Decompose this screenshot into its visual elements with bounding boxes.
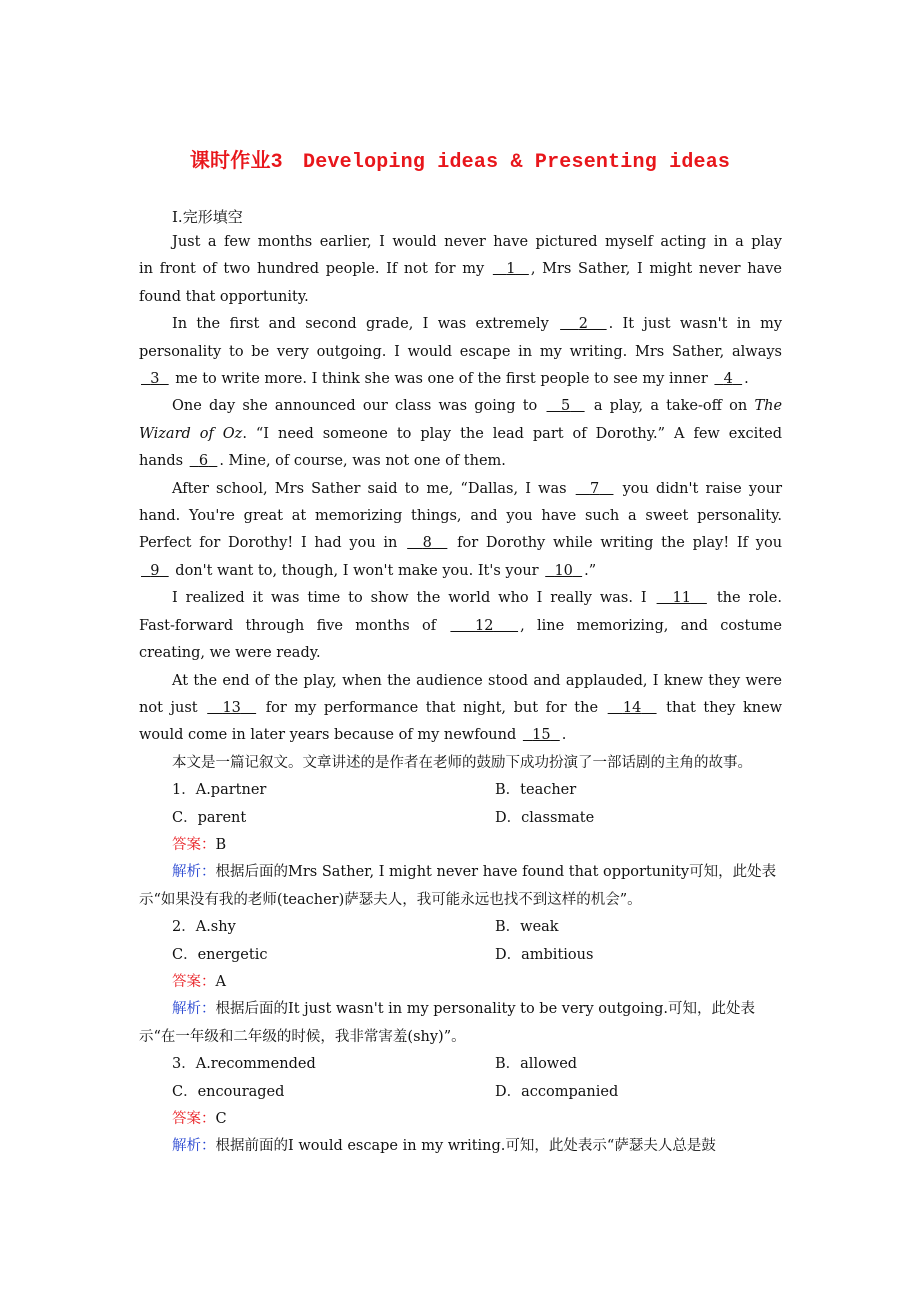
blank-1: 1 [506, 261, 516, 278]
answer: 答案：A [172, 973, 226, 990]
page-title: 课时作业3 Developing ideas & Presenting ideas [189, 151, 731, 174]
section-heading: Ⅰ.完形填空 [172, 208, 243, 226]
text-line: found that opportunity. [139, 288, 309, 305]
blank-14: 14 [622, 699, 642, 716]
text-line: hands 6 . Mine, of course, was not one of them. [139, 453, 506, 470]
text-line: Fast-forward through five months of 12 , line memorizing, and costume [139, 617, 782, 634]
text-line: Just a few months earlier, I would never have pictured myself acting in a play [172, 234, 782, 250]
passage-paragraph [139, 393, 782, 475]
blank-6: 6 [198, 453, 209, 470]
option-c: C．encouraged [172, 1083, 285, 1100]
option-c: C．parent [172, 809, 247, 826]
option-d: D．accompanied [495, 1083, 619, 1100]
passage-paragraph [139, 311, 782, 393]
text-line: creating, we were ready. [139, 645, 321, 662]
blank-13: 13 [222, 699, 241, 716]
blank-3: 3 [150, 371, 160, 388]
option-b: B．allowed [495, 1056, 578, 1073]
summary: 本文是一篇记叙文。文章讲述的是作者在老师的鼓励下成功扮演了一部话剧的主角的故事。 [172, 754, 752, 771]
blank-12: 12 [475, 617, 494, 634]
explanation: 解析：根据后面的It just wasn't in my personality to be very outgoing.可知，此处表示“在一年级和二年级的时候，我非常害羞(shy)”。 [139, 1001, 756, 1045]
blank-10: 10 [554, 562, 573, 579]
text-line: Wizard of Oz. “I need someone to play the lead part of Dorothy.” A few excited [139, 425, 782, 442]
option-d: D．ambitious [495, 946, 594, 963]
text-line: Perfect for Dorothy! I had you in 8 for Dorothy while writing the play! If you [139, 535, 783, 552]
option-b: B．teacher [495, 782, 577, 799]
option-a: 1．A.partner [172, 782, 267, 799]
blank-7: 7 [589, 480, 600, 497]
answer: 答案：B [172, 836, 227, 853]
blank-4: 4 [723, 371, 733, 388]
text-line: in front of two hundred people. If not for my 1 , Mrs Sather, I might never have [139, 261, 783, 278]
option-b: B．weak [495, 919, 559, 936]
option-a: 2．A.shy [172, 919, 236, 936]
text-line: hand. You're great at memorizing things, and you have such a sweet personality. [139, 508, 782, 525]
text-line: 9 don't want to, though, I won't make you. It's your 10 .” [139, 558, 782, 585]
text-line: 3 me to write more. I think she was one of the first people to see my inner 4 . [139, 366, 782, 393]
blank-11: 11 [672, 590, 691, 607]
text-line: I realized it was time to show the world who I really was. I 11 the role. [172, 590, 782, 607]
document-body [139, 229, 782, 1161]
passage-paragraph [139, 476, 782, 586]
answer: 答案：C [172, 1111, 227, 1127]
passage-paragraph [139, 229, 782, 311]
passage-paragraph [139, 668, 782, 750]
question-options [139, 1051, 782, 1106]
text-line: not just 13 for my performance that night, but for the 14 that they knew [139, 699, 783, 716]
option-c: C．energetic [172, 946, 268, 963]
blank-5: 5 [560, 398, 571, 415]
blank-9: 9 [150, 562, 160, 579]
explanation: 解析：根据前面的I would escape in my writing.可知，此处表示“萨瑟夫人总是鼓 [172, 1138, 716, 1155]
text-line: would come in later years because of my newfound 15 . [139, 727, 567, 744]
option-d: D．classmate [495, 809, 595, 826]
passage-paragraph [139, 585, 782, 667]
explanation: 解析：根据后面的Mrs Sather, I might never have found that opportunity可知，此处表示“如果没有我的老师(teacher)萨瑟夫人，我可能永远也找不到这样的机会”。 [139, 864, 777, 908]
text-line: One day she announced our class was going to 5 a play, a take-off on The [172, 398, 783, 415]
text-line: personality to be very outgoing. I would escape in my writing. Mrs Sather, always [139, 343, 782, 360]
option-a: 3．A.recommended [172, 1056, 316, 1073]
text-line: At the end of the play, when the audience stood and applauded, I knew they were [172, 672, 782, 689]
question-options [139, 914, 782, 969]
text-line: After school, Mrs Sather said to me, “Dallas, I was 7 you didn't raise your [172, 480, 783, 497]
blank-8: 8 [422, 535, 432, 552]
question-options [139, 777, 782, 832]
blank-15: 15 [532, 727, 551, 744]
text-line: In the first and second grade, I was extremely 2 . It just wasn't in my [172, 316, 783, 333]
blank-2: 2 [578, 316, 588, 333]
